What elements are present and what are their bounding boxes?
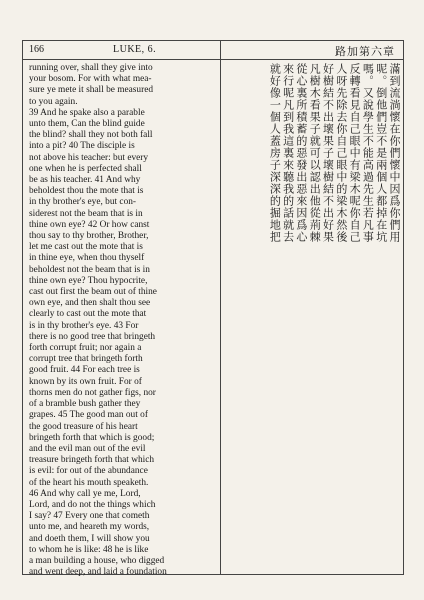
chinese-text-column-line: 呢。倒他們豈不是兩個人都掉在坑 xyxy=(374,63,388,243)
english-text-line: of a bramble bush gather they xyxy=(29,399,141,410)
english-text-line: in thy brother's eye, but con- xyxy=(29,197,137,208)
english-text-line: and went deep, and laid a foundation xyxy=(29,567,167,578)
english-text-line: unto them, Can the blind guide xyxy=(29,119,145,130)
english-text-line: bringeth forth that which is good; xyxy=(29,432,155,443)
english-text-line: 46 And why call ye me, Lord, xyxy=(29,488,141,499)
english-text-line: corrupt tree that bringeth forth xyxy=(29,354,143,365)
english-text-line: let me cast out the mote that is xyxy=(29,242,143,253)
english-text-line: a man building a house, who digged xyxy=(29,555,165,566)
english-text-line: siderest not the beam that is in xyxy=(29,208,143,219)
chinese-text-column-line: 嗎。又說學生不能高過先生若凡事 xyxy=(361,63,375,243)
english-text-line: to whom he is like: 48 he is like xyxy=(29,544,149,555)
english-text-line: beholdest thou the mote that is xyxy=(29,186,144,197)
english-text-line: own eye, and then shalt thou see xyxy=(29,298,151,309)
chinese-text-column-line: 人呀先除去你自己眼中的梁木然後 xyxy=(334,63,348,243)
english-text-line: the blind? shall they not both fall xyxy=(29,130,153,141)
chinese-text-column-line: 好樹結不出壞果子壞樹結不出好果 xyxy=(321,63,335,243)
english-text-line: forth corrupt fruit; nor again a xyxy=(29,343,142,354)
english-text-line: is evil: for out of the abundance xyxy=(29,466,148,477)
english-text-line: beholdest not the beam that is in xyxy=(29,264,150,275)
chinese-text-column-line: 滿到流淌懷在你們懷中因爲你們用 xyxy=(388,63,401,243)
english-text-line: Lord, and do not the things which xyxy=(29,499,156,510)
english-text-line: of the heart his mouth speaketh. xyxy=(29,477,149,488)
english-text-line: sure ye mete it shall be measured xyxy=(29,85,154,96)
english-text-line: cast out first the beam out of thine xyxy=(29,287,157,298)
english-text-line: be as his teacher. 41 And why xyxy=(29,175,141,186)
english-text-line: known by its own fruit. For of xyxy=(29,376,142,387)
english-text-line: one when he is perfected shall xyxy=(29,163,142,174)
english-text-column xyxy=(29,63,214,578)
running-head-english: LUKE, 6. xyxy=(113,44,157,55)
english-text-line: clearly to cast out the mote that xyxy=(29,309,147,320)
english-text-line: and the evil man out of the evil xyxy=(29,443,146,454)
english-text-line: thorns men do not gather figs, nor xyxy=(29,387,156,398)
english-text-line: to you again. xyxy=(29,96,78,107)
chinese-text-column-line: 從心裏所積蓄的惡發出惡來因爲心 xyxy=(294,63,308,243)
chinese-text-column-line: 凡樹木看果子就可以認出他從荊棘 xyxy=(308,63,322,243)
english-text-line: running over, shall they give into xyxy=(29,63,153,73)
page-number: 166 xyxy=(29,44,44,55)
english-text-line: and doeth them, I will show you xyxy=(29,533,150,544)
english-text-line: your bosom. For with what mea- xyxy=(29,74,152,85)
english-text-line: I say? 47 Every one that cometh xyxy=(29,511,150,522)
chinese-text-column xyxy=(225,63,401,571)
english-text-line: good fruit. 44 For each tree is xyxy=(29,365,140,376)
english-text-line: grapes. 45 The good man out of xyxy=(29,410,148,421)
book-page xyxy=(22,40,404,578)
english-text-line: not above his teacher: but every xyxy=(29,152,149,163)
column-divider xyxy=(220,41,221,574)
chinese-text-column-line: 來行呢凡到我這裏來聽我的話就去 xyxy=(281,63,295,243)
english-text-line: in thine eye, when thou thyself xyxy=(29,253,145,264)
english-text-line: is in thy brother's eye. 43 For xyxy=(29,320,139,331)
page-header xyxy=(23,41,403,60)
english-text-line: treasure bringeth forth that which xyxy=(29,455,155,466)
chinese-text-column-line: 就好像一個人蓋房子深深的掘地把 xyxy=(268,63,282,243)
english-text-line: into a pit? 40 The disciple is xyxy=(29,141,135,152)
running-head-chinese: 路加第六章 xyxy=(335,46,395,58)
english-text-line: thou say to thy brother, Brother, xyxy=(29,231,149,242)
english-text-line: unto me, and heareth my words, xyxy=(29,522,150,533)
english-text-line: 39 And he spake also a parable xyxy=(29,107,145,118)
english-text-line: there is no good tree that bringeth xyxy=(29,331,156,342)
english-text-line: thine own eye? Thou hypocrite, xyxy=(29,275,148,286)
english-text-line: the good treasure of his heart xyxy=(29,421,138,432)
english-text-line: thine own eye? 42 Or how canst xyxy=(29,219,150,230)
chinese-text-column-line: 反轉看見自己眼中有梁木呢你自己 xyxy=(348,63,362,243)
